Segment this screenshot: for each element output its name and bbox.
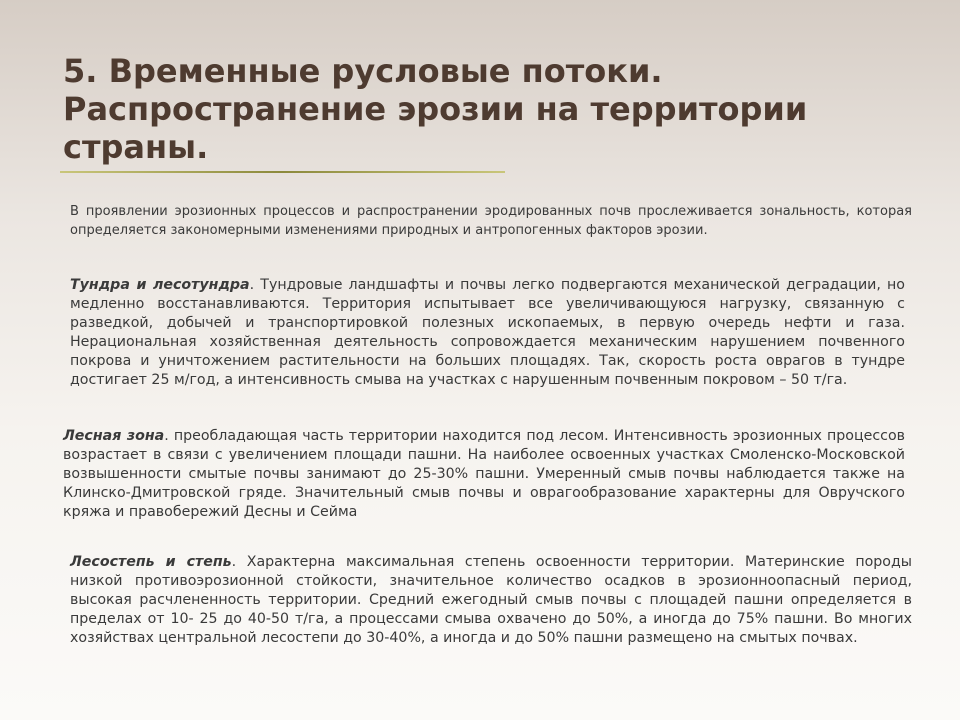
forest-zone-paragraph <box>63 427 905 522</box>
slide-title <box>63 52 923 166</box>
forest-zone-heading: Лесная зона <box>63 428 165 444</box>
steppe-text: . Характерна максимальная степень освоенности территории. Материнские породы низкой противоэрозионной стойкости, значительное количество осадков в эрозионноопасный период, высокая расчлененность территории. Средний ежегодный смыв почвы с площадей пашни определяется в пределах от 10- 25 до 40-50 т/га, а процессами смыва охвачено до 50%, а иногда до 75% пашни. Во многих хозяйствах центральной лесостепи до 30-40%, а иногда и до 50% пашни размещено на смытых почвах. <box>70 554 912 646</box>
title-line: 5. Временные русловые потоки. <box>63 52 663 90</box>
tundra-heading: Тундра и лесотундра <box>70 277 250 293</box>
title-underline-divider <box>60 171 505 173</box>
tundra-paragraph <box>70 276 905 390</box>
steppe-paragraph <box>70 553 912 648</box>
intro-paragraph: В проявлении эрозионных процессов и распространении эродированных почв прослеживается зональность, которая определяется закономерными изменениями природных и антропогенных факторов эрозии. <box>70 204 912 238</box>
title-line: страны. <box>63 128 209 166</box>
title-line: Распространение эрозии на территории <box>63 90 808 128</box>
forest-zone-text: . преобладающая часть территории находится под лесом. Интенсивность эрозионных процессов возрастает в связи с увеличением площади пашни. На наиболее освоенных участках Смоленско-Московской возвышенности смытые почвы занимают до 25-30% пашни. Умеренный смыв почвы наблюдается также на Клинско-Дмитровской гряде. Значительный смыв почвы и оврагообразование характерны для Овручского кряжа и правобережий Десны и Сейма <box>63 428 905 520</box>
steppe-heading: Лесостепь и степь <box>70 554 232 570</box>
tundra-text: . Тундровые ландшафты и почвы легко подвергаются механической деградации, но медленно восстанавливаются. Территория испытывает все увеличивающуюся нагрузку, связанную с разведкой, добычей и транспортировкой полезных ископаемых, в первую очередь нефти и газа. Нерациональная хозяйственная деятельность сопровождается механическим нарушением почвенного покрова и уничтожением растительности на больших площадях. Так, скорость роста оврагов в тундре достигает 25 м/год, а интенсивность смыва на участках с нарушенным почвенным покровом – 50 т/га. <box>70 277 905 388</box>
